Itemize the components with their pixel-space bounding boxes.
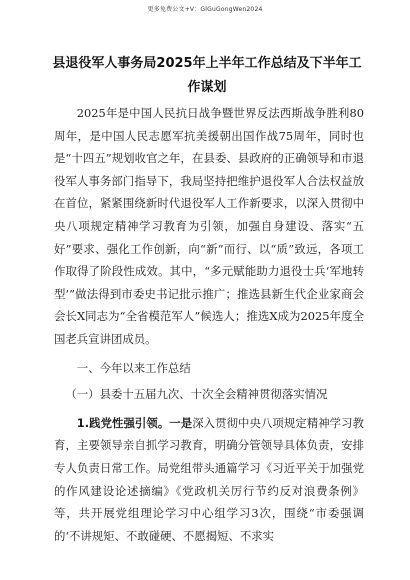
point-text: 深入贯彻中央八项规定精神学习教育，主要领导亲自抓学习教育，明确分管领导具体负责，安排专人负责日常工作。局党组带头通篇学习《习近平关于加强党的作风建设论述摘编》《党政机关厉行节约反对浪费条例》等，共开展党组理论学习中心组学习3次，围绕“市委强调的‘不讲规矩、不敢碰硬、不愿揭短、不求实 xyxy=(54,415,364,543)
section-heading: 一、今年以来工作总结 xyxy=(76,360,191,375)
document-body xyxy=(54,102,364,547)
point-paragraph xyxy=(54,412,364,548)
document-title: 县退役军人事务局2025年上半年工作总结及下半年工作谋划 xyxy=(52,56,362,95)
intro-paragraph: 2025年是中国人民抗日战争暨世界反法西斯战争胜利80周年，是中国人民志愿军抗美援朝出国作战75周年，同时也是“十四五”规划收官之年，在县委、县政府的正确领导和市退役军人事务部门指导下，我局坚持把维护退役军人合法权益放在首位，紧紧围绕新时代退役军人工作新要求，以深入贯彻中央八项规定精神学习教育为引领，加强自身建设、落实“五好”要求、强化工作创新，向“新”而行、以“质”致远，各项工作取得了阶段性成效。其中，“多元赋能助力退役士兵‘军地转型’”做法得到市委史书记批示推广；推选县新生代企业家商会会长X同志为“全省模范军人”候选人；推选X成为2025年度全国老兵宣讲团成员。 xyxy=(54,106,364,346)
subsection-heading: （一）县委十五届九次、十次全会精神贯彻落实情况 xyxy=(65,387,328,402)
point-lead: 1.践党性强引领。一是 xyxy=(76,415,193,430)
header-note: 更多免费公文+V：GlGuGongWen2024 xyxy=(147,6,263,13)
